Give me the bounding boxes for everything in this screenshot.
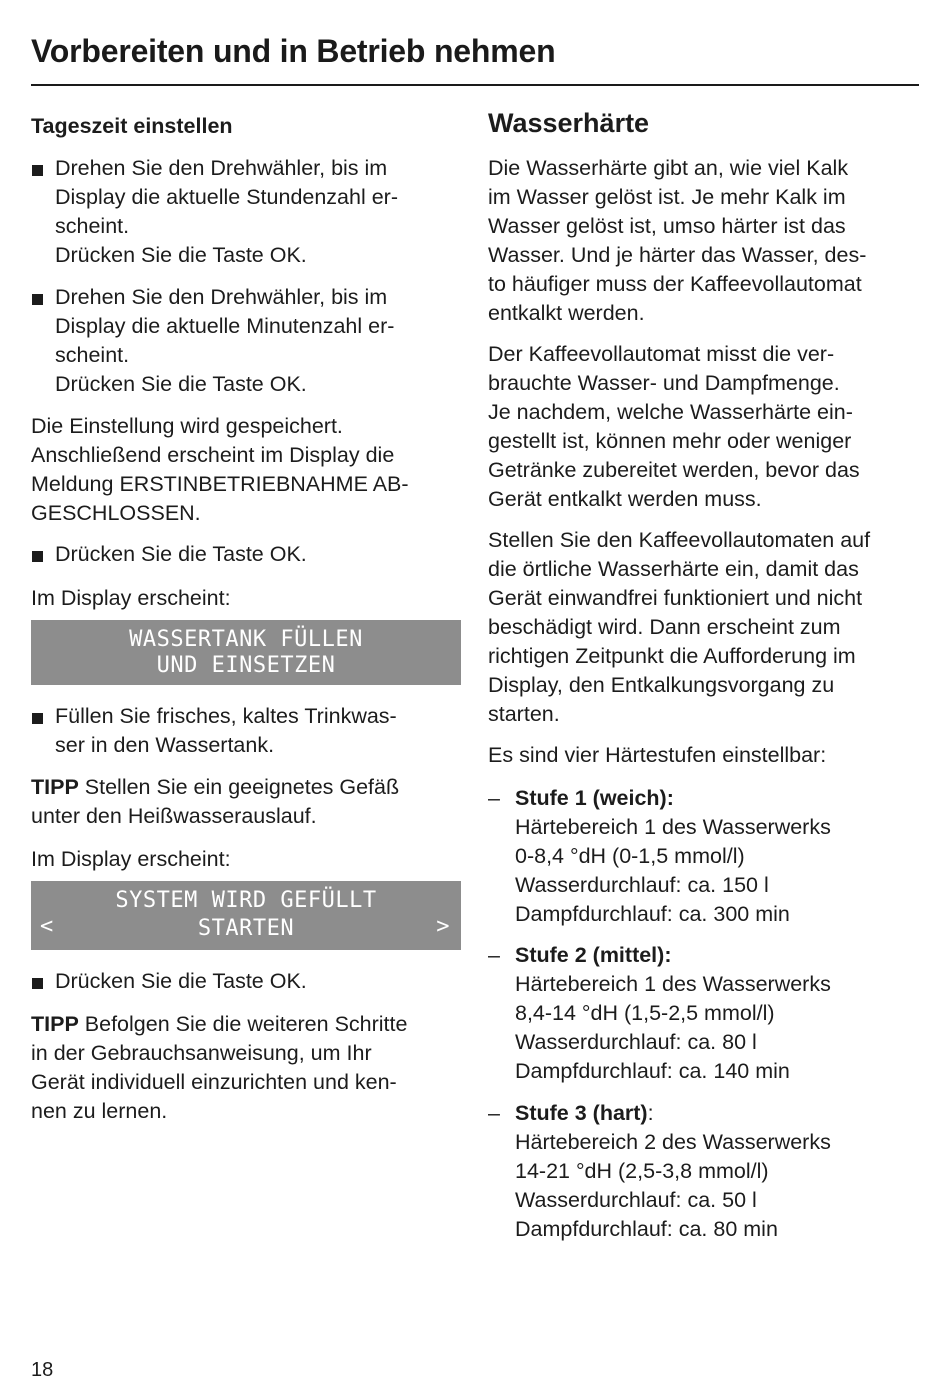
- text-line: GESCHLOSSEN.: [31, 501, 201, 525]
- hardness-level-2: [488, 941, 831, 1086]
- text-line: Härtebereich 2 des Wasserwerks: [515, 1130, 831, 1154]
- text-line: Befolgen Sie die weiteren Schritte: [78, 1012, 408, 1036]
- display-label-1: Im Display erscheint:: [31, 586, 231, 610]
- lcd-line: UND EINSETZEN: [156, 653, 336, 678]
- section-heading-time: Tageszeit einstellen: [31, 114, 233, 138]
- level-label-suffix: :: [647, 1101, 654, 1125]
- page-title: Vorbereiten und in Betrieb nehmen: [31, 33, 556, 69]
- text-line: Wasser gelöst ist, umso härter ist das: [488, 214, 846, 238]
- text-line: Die Wasserhärte gibt an, wie viel Kalk: [488, 156, 849, 180]
- text-line: to häufiger muss der Kaffeevollautomat: [488, 272, 862, 296]
- text-line: Je nachdem, welche Wasserhärte ein-: [488, 400, 853, 424]
- text-line: Dampfdurchlauf: ca. 80 min: [515, 1217, 778, 1241]
- text-line: 14-21 °dH (2,5-3,8 mmol/l): [515, 1159, 769, 1183]
- hardness-level-1: [488, 784, 831, 929]
- water-hardness-setup: [488, 526, 870, 729]
- text-line: Drehen Sie den Drehwähler, bis im: [55, 285, 388, 309]
- lcd-right-arrow-icon: >: [436, 914, 450, 939]
- text-line: Drücken Sie die Taste OK.: [55, 542, 307, 566]
- text-line: Füllen Sie frisches, kaltes Trinkwas-: [55, 704, 397, 728]
- text-line: Wasserdurchlauf: ca. 50 l: [515, 1188, 757, 1212]
- text-line: Meldung ERSTINBETRIEBNAHME AB-: [31, 472, 409, 496]
- text-line: Härtebereich 1 des Wasserwerks: [515, 972, 831, 996]
- text-line: richtigen Zeitpunkt die Aufforderung im: [488, 644, 856, 668]
- level-label: Stufe 1 (weich):: [515, 786, 674, 810]
- text-line: scheint.: [55, 343, 130, 367]
- text-line: Wasserdurchlauf: ca. 150 l: [515, 873, 769, 897]
- text-line: Display die aktuelle Stundenzahl er-: [55, 185, 399, 209]
- text-line: Getränke zubereitet werden, bevor das: [488, 458, 860, 482]
- text-line: Display, den Entkalkungsvorgang zu: [488, 673, 835, 697]
- text-line: nen zu lernen.: [31, 1099, 168, 1123]
- text-line: Gerät entkalkt werden muss.: [488, 487, 762, 511]
- hardness-levels-intro: Es sind vier Härtestufen einstellbar:: [488, 743, 827, 767]
- level-label: Stufe 2 (mittel):: [515, 943, 672, 967]
- text-line: Gerät individuell einzurichten und ken-: [31, 1070, 397, 1094]
- lcd-line: WASSERTANK FÜLLEN: [129, 627, 363, 652]
- text-line: in der Gebrauchsanweisung, um Ihr: [31, 1041, 372, 1065]
- text-line: Härtebereich 1 des Wasserwerks: [515, 815, 831, 839]
- level-label: Stufe 3 (hart): [515, 1101, 648, 1125]
- step-set-minute: [31, 283, 394, 399]
- text-line: Drücken Sie die Taste OK.: [55, 243, 307, 267]
- text-line: im Wasser gelöst ist. Je mehr Kalk im: [488, 185, 846, 209]
- text-line: Wasser. Und je härter das Wasser, des-: [488, 243, 867, 267]
- text-line: starten.: [488, 702, 560, 726]
- text-line: 8,4-14 °dH (1,5-2,5 mmol/l): [515, 1001, 775, 1025]
- step-fill-water: [31, 702, 397, 760]
- step-set-hour: [31, 154, 398, 270]
- water-hardness-measure: [488, 340, 860, 514]
- text-line: Stellen Sie ein geeignetes Gefäß: [78, 775, 400, 799]
- lcd-left-arrow-icon: <: [40, 914, 54, 939]
- text-line: entkalkt werden.: [488, 301, 645, 325]
- text-line: scheint.: [55, 214, 130, 238]
- text-line: unter den Heißwasserauslauf.: [31, 804, 317, 828]
- lcd-line: STARTEN: [197, 916, 295, 941]
- section-heading-water-hardness: Wasserhärte: [488, 108, 650, 138]
- hardness-level-3: [488, 1099, 831, 1244]
- tipp-vessel: [31, 773, 399, 831]
- text-line: Dampfdurchlauf: ca. 140 min: [515, 1059, 790, 1083]
- text-line: Gerät einwandfrei funktioniert und nicht: [488, 586, 863, 610]
- text-line: 0-8,4 °dH (0-1,5 mmol/l): [515, 844, 745, 868]
- step-press-ok-1: [31, 540, 307, 569]
- text-line: Dampfdurchlauf: ca. 300 min: [515, 902, 790, 926]
- lcd-display-water-tank: [31, 620, 461, 685]
- tipp-instructions: [31, 1010, 407, 1126]
- text-line: Drücken Sie die Taste OK.: [55, 969, 307, 993]
- saved-paragraph: [31, 412, 409, 528]
- text-line: Stellen Sie den Kaffeevollautomaten auf: [488, 528, 871, 552]
- text-line: gestellt ist, können mehr oder weniger: [488, 429, 852, 453]
- text-line: Drücken Sie die Taste OK.: [55, 372, 307, 396]
- text-line: Display die aktuelle Minutenzahl er-: [55, 314, 395, 338]
- text-line: Drehen Sie den Drehwähler, bis im: [55, 156, 388, 180]
- display-label-2: Im Display erscheint:: [31, 847, 231, 871]
- lcd-line: SYSTEM WIRD GEFÜLLT: [115, 888, 377, 913]
- text-line: brauchte Wasser- und Dampfmenge.: [488, 371, 840, 395]
- text-line: Die Einstellung wird gespeichert.: [31, 414, 343, 438]
- step-press-ok-2: [31, 967, 307, 996]
- tipp-label: TIPP: [31, 1012, 79, 1036]
- water-hardness-intro: [488, 154, 866, 328]
- text-line: beschädigt wird. Dann erscheint zum: [488, 615, 841, 639]
- text-line: ser in den Wassertank.: [55, 733, 275, 757]
- tipp-label: TIPP: [31, 775, 79, 799]
- header-rule: [31, 84, 919, 86]
- text-line: Wasserdurchlauf: ca. 80 l: [515, 1030, 757, 1054]
- text-line: Der Kaffeevollautomat misst die ver-: [488, 342, 835, 366]
- lcd-display-system-fill: [31, 881, 461, 950]
- text-line: die örtliche Wasserhärte ein, damit das: [488, 557, 859, 581]
- page-number: 18: [31, 1359, 54, 1381]
- text-line: Anschließend erscheint im Display die: [31, 443, 395, 467]
